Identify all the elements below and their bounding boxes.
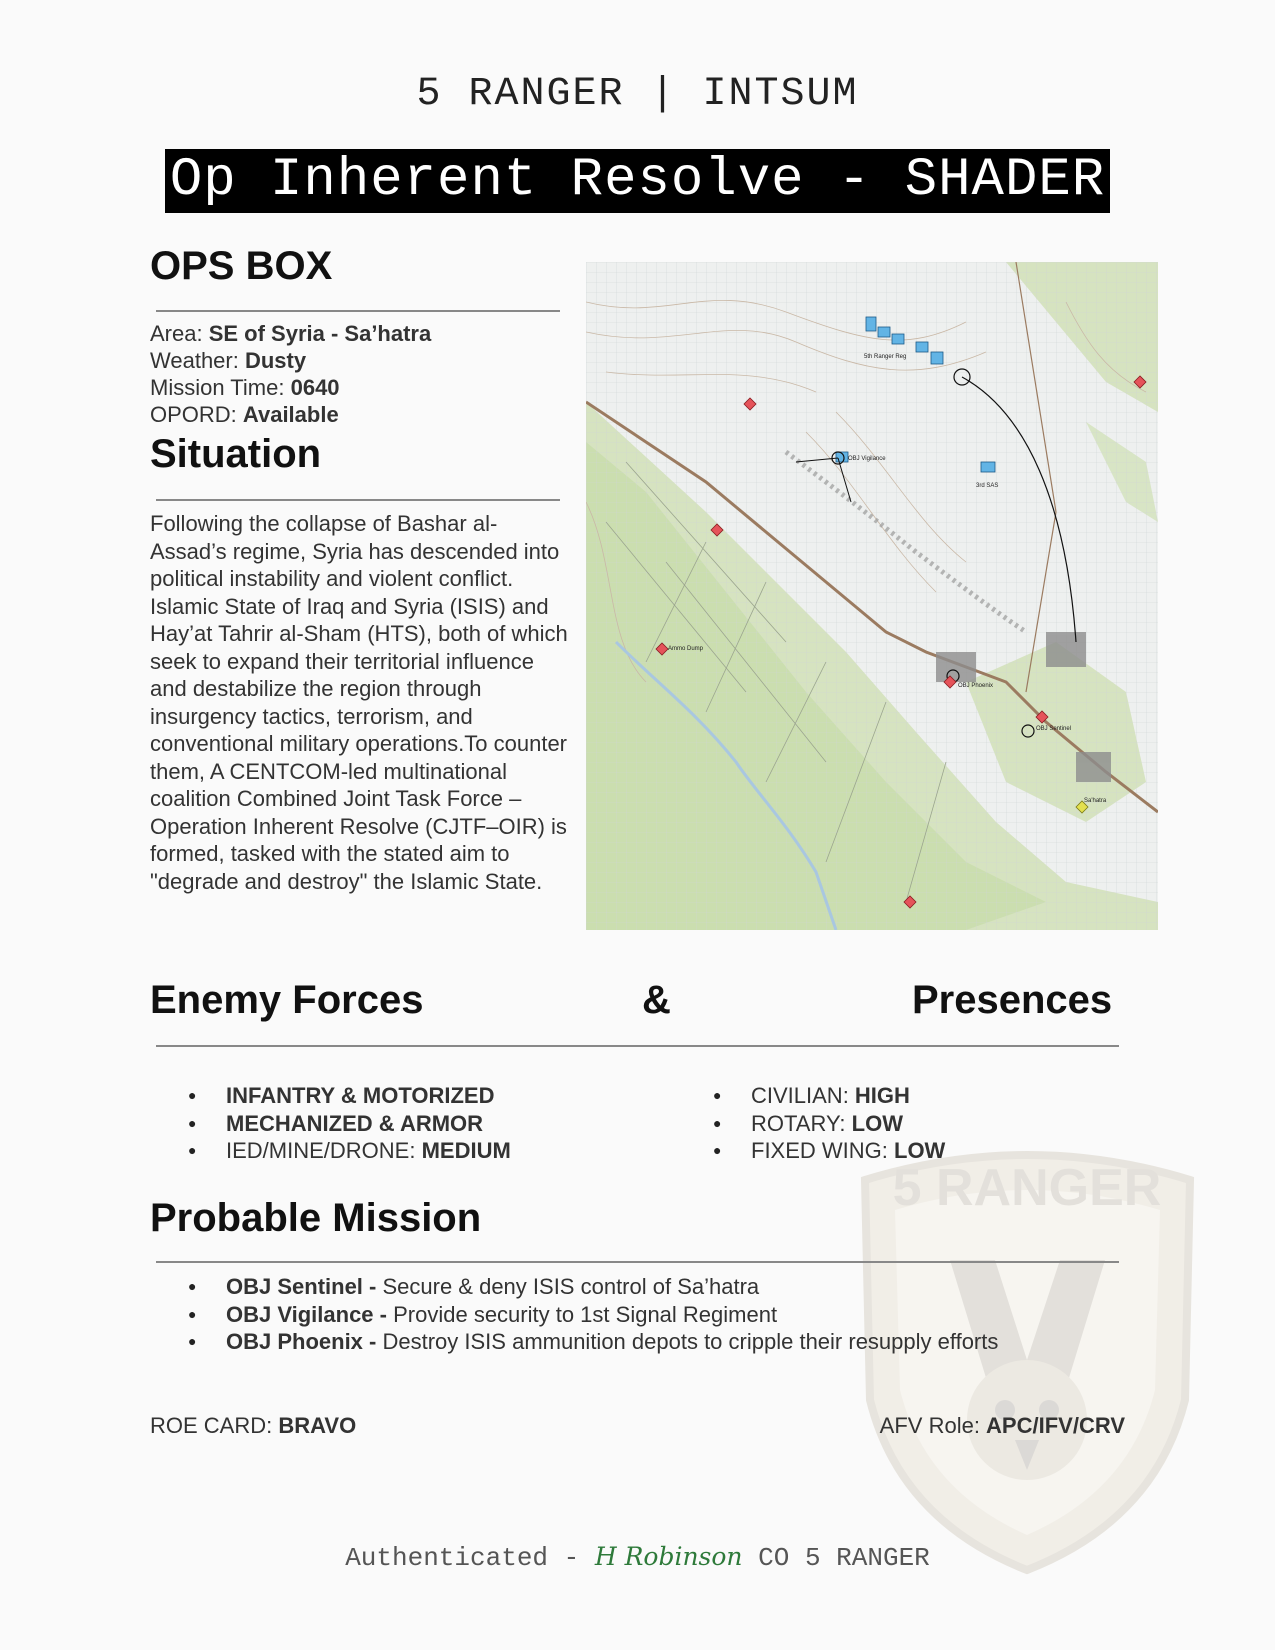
map-label-sentinel: OBJ Sentinel [1036, 726, 1072, 732]
list-item: ● MECHANIZED & ARMOR [188, 1110, 511, 1138]
roe-card: ROE CARD: BRAVO [150, 1413, 357, 1438]
auth-prefix: Authenticated - [345, 1543, 595, 1573]
list-item: ● IED/MINE/DRONE: MEDIUM [188, 1137, 511, 1165]
weather-field: Weather: Dusty [150, 348, 307, 373]
map-label-sas: 3rd SAS [976, 483, 999, 489]
mission-time-field: Mission Time: 0640 [150, 375, 340, 400]
document-title: 5 RANGER | INTSUM [416, 72, 859, 117]
probable-mission-list [188, 1273, 998, 1356]
afv-role: AFV Role: APC/IFV/CRV [879, 1413, 1125, 1438]
auth-suffix: CO 5 RANGER [758, 1543, 930, 1573]
list-item: ● INFANTRY & MOTORIZED [188, 1082, 511, 1110]
probable-mission-heading: Probable Mission [150, 1196, 482, 1240]
5-ranger-emblem-watermark [855, 1140, 1200, 1580]
enemy-forces-ampersand: & [642, 978, 671, 1022]
list-item: ● CIVILIAN: HIGH [713, 1082, 945, 1110]
presences-heading: Presences [912, 978, 1113, 1022]
operation-banner: Op Inherent Resolve - SHADER [165, 149, 1110, 213]
emblem-text: 5 RANGER [892, 1159, 1162, 1217]
list-item: ● OBJ Vigilance - Provide security to 1st Signal Regiment [188, 1301, 998, 1329]
map-label-vigilance: OBJ Vigilance [848, 456, 886, 462]
map-label-ranger: 5th Ranger Reg [864, 354, 907, 360]
ops-box-fields [150, 320, 431, 428]
map-label-ammo: Ammo Dump [668, 646, 704, 652]
probable-mission-divider [156, 1261, 1119, 1263]
map-label-town: Sa'hatra [1084, 798, 1107, 804]
enemy-forces-heading: Enemy Forces [150, 978, 424, 1022]
enemy-forces-divider [156, 1045, 1119, 1047]
operations-map [586, 262, 1158, 930]
area-field: Area: SE of Syria - Sa’hatra [150, 321, 432, 346]
list-item: ● FIXED WING: LOW [713, 1137, 945, 1165]
signature: H Robinson [594, 1542, 743, 1571]
presences-list [713, 1082, 945, 1165]
map-label-phoenix: OBJ Phoenix [958, 683, 994, 689]
opord-field: OPORD: Available [150, 402, 339, 427]
list-item: ● OBJ Phoenix - Destroy ISIS ammunition depots to cripple their resupply efforts [188, 1328, 998, 1356]
authentication-line [0, 1542, 1275, 1573]
situation-divider [156, 499, 560, 501]
enemy-forces-list [188, 1082, 511, 1165]
ops-box-divider [156, 310, 560, 312]
list-item: ● OBJ Sentinel - Secure & deny ISIS control of Sa’hatra [188, 1273, 998, 1301]
situation-heading: Situation [150, 432, 322, 476]
situation-paragraph: Following the collapse of Bashar al-Assad’s regime, Syria has descended into political instability and violent conflict. Islamic State of Iraq and Syria (ISIS) and Hay’at Tahrir al-Sham (HTS), both of which seek to expand their territorial influence and destabilize the region through insurgency tactics, terrorism, and conventional military operations.To counter them, A CENTCOM-led multinational coalition Combined Joint Task Force – Operation Inherent Resolve (CJTF–OIR) is formed, tasked with the stated aim to "degrade and destroy" the Islamic State. [150, 511, 568, 894]
ops-box-heading: OPS BOX [150, 244, 333, 288]
list-item: ● ROTARY: LOW [713, 1110, 945, 1138]
